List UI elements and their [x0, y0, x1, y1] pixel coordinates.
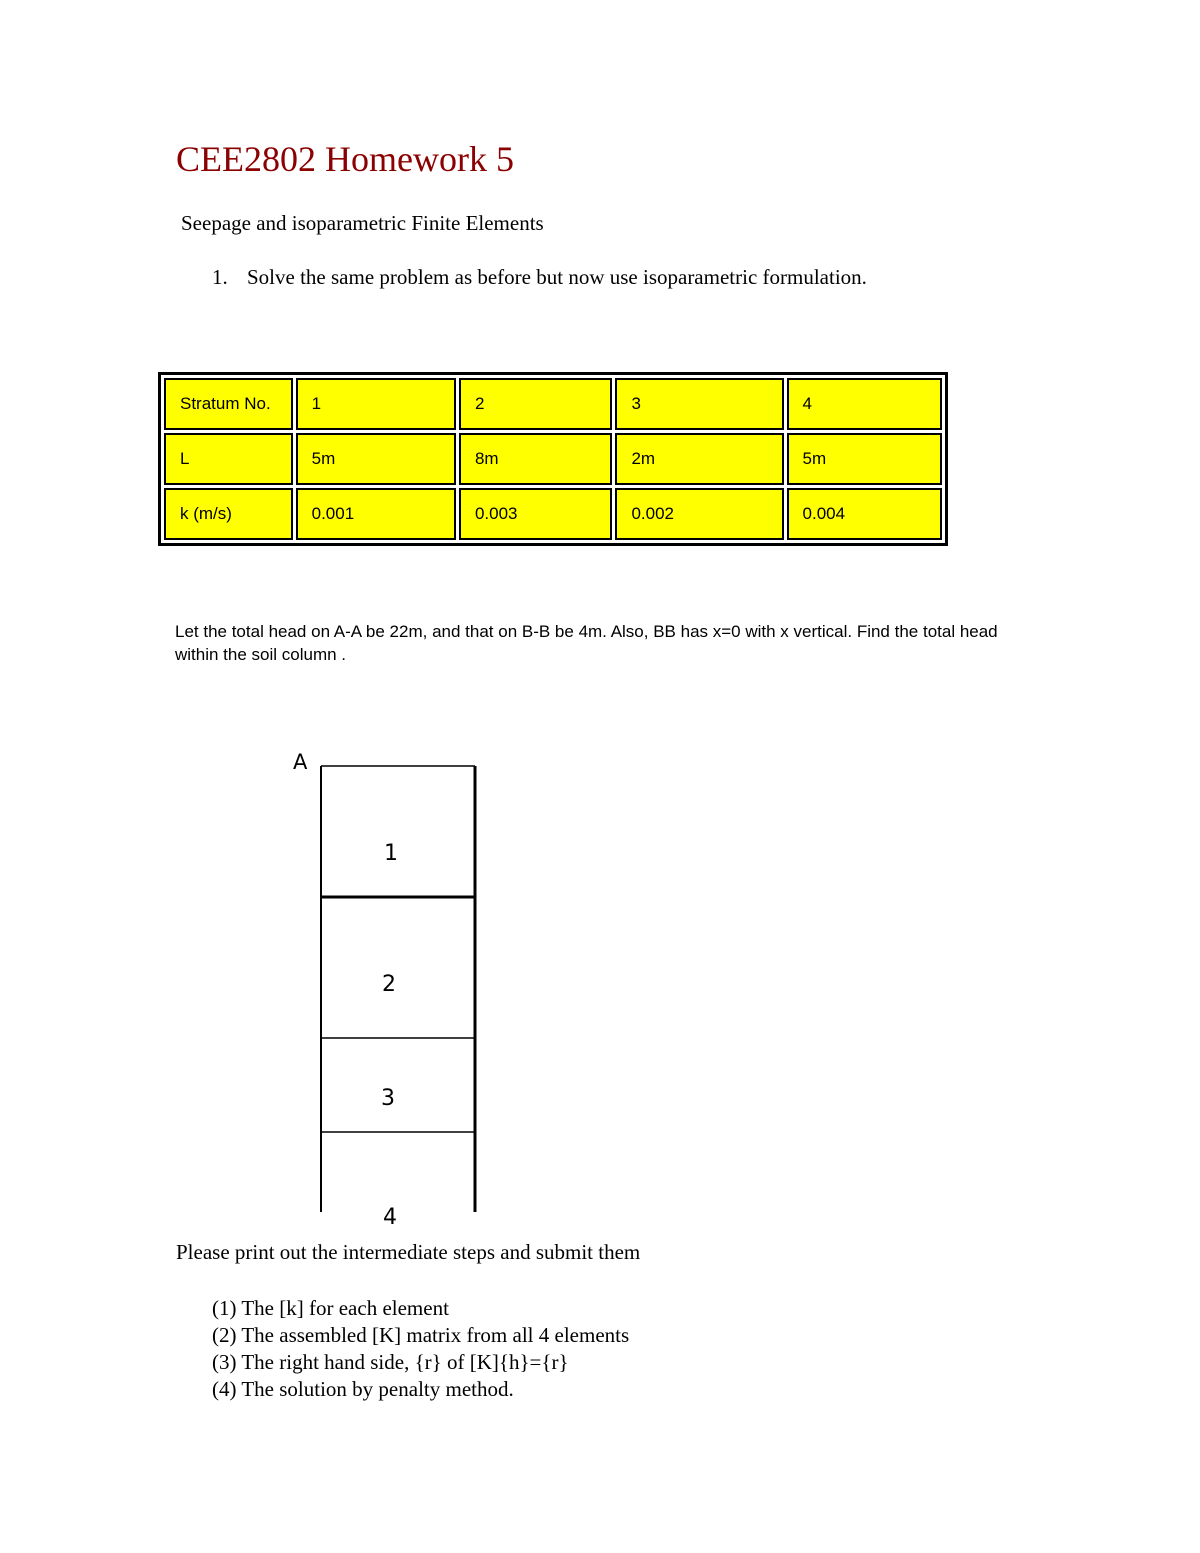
table-cell: k (m/s)	[164, 488, 293, 540]
steps-list	[212, 1295, 629, 1403]
table-cell: 5m	[787, 433, 942, 485]
list-item: (3) The right hand side, {r} of [K]{h}={r}	[212, 1350, 569, 1374]
table-cell: 8m	[459, 433, 613, 485]
table-cell: 5m	[296, 433, 456, 485]
print-instruction: Please print out the intermediate steps and submit them	[176, 1240, 641, 1264]
problem-item	[212, 265, 867, 290]
table-cell: 1	[296, 378, 456, 430]
problem-text: Solve the same problem as before but now use isoparametric formulation.	[247, 265, 867, 289]
table-cell: 2m	[615, 433, 783, 485]
table-row	[164, 488, 942, 540]
subtitle: Seepage and isoparametric Finite Elements	[181, 211, 544, 235]
problem-number: 1.	[212, 265, 228, 289]
list-item: (2) The assembled [K] matrix from all 4 elements	[212, 1323, 630, 1347]
strata-table	[158, 372, 948, 546]
table-cell: 3	[615, 378, 783, 430]
table-cell: 0.002	[615, 488, 783, 540]
layer-label: 4	[383, 1205, 397, 1230]
table-cell: 0.004	[787, 488, 942, 540]
label-a: A	[293, 750, 308, 774]
table-cell: 0.001	[296, 488, 456, 540]
table-row	[164, 433, 942, 485]
page-title: CEE2802 Homework 5	[176, 139, 514, 179]
layer-label: 3	[381, 1086, 395, 1111]
table-row	[164, 378, 942, 430]
problem-description: Let the total head on A-A be 22m, and that on B-B be 4m. Also, BB has x=0 with x vertical. Find the total head within the soil column .	[175, 622, 998, 664]
table-cell: L	[164, 433, 293, 485]
soil-column-diagram	[285, 740, 505, 1230]
layer-label: 1	[384, 841, 398, 866]
list-item: (4) The solution by penalty method.	[212, 1377, 514, 1401]
table-cell: 2	[459, 378, 613, 430]
column-outline	[321, 766, 475, 1215]
table-cell: 4	[787, 378, 942, 430]
table-cell: 0.003	[459, 488, 613, 540]
list-item: (1) The [k] for each element	[212, 1296, 449, 1320]
table-cell: Stratum No.	[164, 378, 293, 430]
layer-label: 2	[382, 972, 396, 997]
